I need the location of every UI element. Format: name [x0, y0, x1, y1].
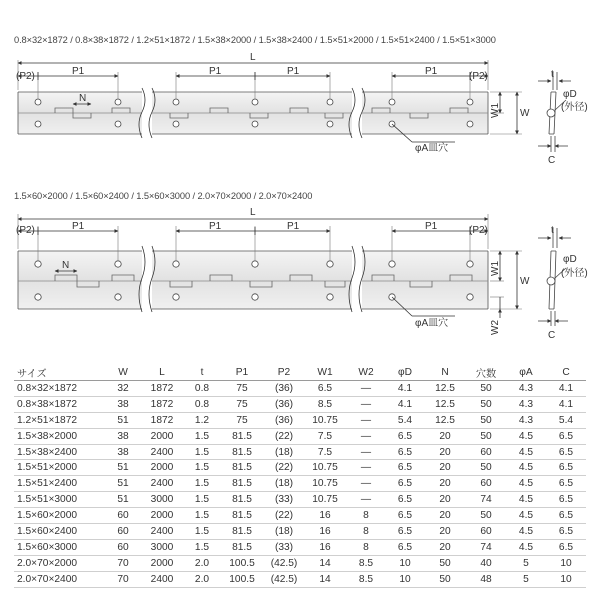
label-W1: W1 — [490, 103, 501, 118]
label-phiD: φD — [563, 254, 577, 265]
table-cell: 1.2 — [184, 412, 220, 428]
table-cell: 1.5 — [184, 460, 220, 476]
table-cell: 16 — [304, 524, 346, 540]
column-header: 穴数 — [466, 364, 506, 381]
table-cell: 20 — [424, 444, 466, 460]
label-p2-right: (P2) — [469, 225, 488, 236]
column-header: P1 — [220, 364, 264, 381]
table-cell: 4.5 — [506, 476, 546, 492]
table-cell: 6.5 — [386, 460, 424, 476]
table-cell: 70 — [106, 571, 140, 587]
table-cell: 1872 — [140, 396, 184, 412]
table-cell: 6.5 — [546, 508, 586, 524]
table-cell: 60 — [106, 508, 140, 524]
table-cell: 2400 — [140, 476, 184, 492]
size-cell: 0.8×32×1872 — [14, 381, 106, 397]
table-cell: 10.75 — [304, 492, 346, 508]
table-cell: 20 — [424, 476, 466, 492]
table-cell: 6.5 — [546, 476, 586, 492]
table-cell: 51 — [106, 492, 140, 508]
size-cell: 1.5×38×2400 — [14, 444, 106, 460]
label-L: L — [250, 207, 256, 218]
label-p1-c: P1 — [287, 221, 300, 232]
table-row — [14, 428, 586, 444]
table-cell: 51 — [106, 460, 140, 476]
table-cell: 50 — [466, 428, 506, 444]
table-cell: 2400 — [140, 444, 184, 460]
table-cell: 20 — [424, 428, 466, 444]
table-cell: — — [346, 460, 386, 476]
table-cell: 32 — [106, 381, 140, 397]
label-phiA: φA皿穴 — [415, 143, 449, 154]
table-cell: (36) — [264, 396, 304, 412]
table-row — [14, 396, 586, 412]
size-cell: 1.5×60×3000 — [14, 539, 106, 555]
table-cell: 6.5 — [386, 539, 424, 555]
table-cell: 38 — [106, 396, 140, 412]
table-cell: 6.5 — [386, 444, 424, 460]
table-cell: 40 — [466, 555, 506, 571]
table-cell: 20 — [424, 508, 466, 524]
table-cell: (42.5) — [264, 571, 304, 587]
table-cell: 5 — [506, 555, 546, 571]
table-cell: 81.5 — [220, 492, 264, 508]
table-cell: 60 — [106, 539, 140, 555]
table-row — [14, 492, 586, 508]
table-cell: 2000 — [140, 460, 184, 476]
column-header: W2 — [346, 364, 386, 381]
table-cell: 75 — [220, 381, 264, 397]
table-cell: 48 — [466, 571, 506, 587]
column-header: φD — [386, 364, 424, 381]
table-cell: (22) — [264, 428, 304, 444]
table-cell: 38 — [106, 428, 140, 444]
table-cell: 4.5 — [506, 428, 546, 444]
table-cell: 6.5 — [304, 381, 346, 397]
table-cell: 6.5 — [386, 428, 424, 444]
table-cell: 60 — [466, 444, 506, 460]
table-cell: 8 — [346, 539, 386, 555]
table-cell: 74 — [466, 539, 506, 555]
size-cell: 0.8×38×1872 — [14, 396, 106, 412]
table-cell: 8.5 — [346, 555, 386, 571]
table-cell: 2000 — [140, 555, 184, 571]
table-cell: 8.5 — [346, 571, 386, 587]
label-t: t — [551, 69, 554, 80]
table-cell: 10 — [386, 555, 424, 571]
table-cell: 50 — [466, 381, 506, 397]
label-p2-left: (P2) — [16, 71, 35, 82]
table-cell: 81.5 — [220, 539, 264, 555]
table-cell: (22) — [264, 508, 304, 524]
table-cell: 20 — [424, 539, 466, 555]
table-cell: 2400 — [140, 571, 184, 587]
table-cell: 2000 — [140, 508, 184, 524]
table-cell: 50 — [466, 412, 506, 428]
table-row — [14, 555, 586, 571]
table-cell: 6.5 — [386, 524, 424, 540]
table-cell: 6.5 — [546, 444, 586, 460]
table-cell: 4.1 — [546, 381, 586, 397]
table-cell: 2400 — [140, 524, 184, 540]
column-header: L — [140, 364, 184, 381]
label-W1: W1 — [490, 261, 501, 276]
table-cell: 81.5 — [220, 444, 264, 460]
size-cell: 2.0×70×2400 — [14, 571, 106, 587]
label-N: N — [79, 93, 87, 104]
table-row — [14, 381, 586, 397]
table-cell: — — [346, 396, 386, 412]
table-cell: 60 — [466, 476, 506, 492]
spec-table — [14, 364, 586, 588]
table-cell: 75 — [220, 412, 264, 428]
table-cell: 0.8 — [184, 381, 220, 397]
table-cell: 10 — [546, 555, 586, 571]
table-cell: 6.5 — [546, 539, 586, 555]
table-cell: 6.5 — [546, 492, 586, 508]
table-cell: 10 — [546, 571, 586, 587]
table-cell: 12.5 — [424, 412, 466, 428]
table-cell: 6.5 — [386, 492, 424, 508]
label-p2-right: (P2) — [469, 71, 488, 82]
table-cell: — — [346, 444, 386, 460]
label-p1-a: P1 — [72, 221, 85, 232]
table-cell: 1872 — [140, 381, 184, 397]
table-cell: 6.5 — [546, 524, 586, 540]
table-cell: 5.4 — [386, 412, 424, 428]
table-cell: 16 — [304, 508, 346, 524]
table-cell: 4.5 — [506, 492, 546, 508]
label-p1-b: P1 — [209, 66, 222, 77]
table-cell: — — [346, 381, 386, 397]
table-cell: 12.5 — [424, 381, 466, 397]
table-cell: (18) — [264, 524, 304, 540]
label-L: L — [250, 52, 256, 63]
table-row — [14, 460, 586, 476]
label-p1-c: P1 — [287, 66, 300, 77]
size-cell: 1.5×51×2400 — [14, 476, 106, 492]
table-cell: 4.5 — [506, 539, 546, 555]
column-header: サイズ — [14, 364, 106, 381]
label-C: C — [548, 330, 556, 341]
label-p1-d: P1 — [425, 221, 438, 232]
label-p1-d: P1 — [425, 66, 438, 77]
table-row — [14, 571, 586, 587]
table-cell: 5 — [506, 571, 546, 587]
label-outer: (外径) — [561, 102, 588, 113]
size-cell: 1.5×51×2000 — [14, 460, 106, 476]
label-t: t — [551, 225, 554, 236]
table-cell: 75 — [220, 396, 264, 412]
table-cell: 10.75 — [304, 476, 346, 492]
table-cell: 8 — [346, 508, 386, 524]
table-cell: 14 — [304, 571, 346, 587]
table-cell: 1.5 — [184, 539, 220, 555]
column-header: P2 — [264, 364, 304, 381]
column-header: φA — [506, 364, 546, 381]
diagram2-sizes: 1.5×60×2000 / 1.5×60×2400 / 1.5×60×3000 / 2.0×70×2000 / 2.0×70×2400 — [14, 191, 313, 201]
label-C: C — [548, 155, 556, 166]
table-cell: (36) — [264, 412, 304, 428]
table-cell: 4.3 — [506, 381, 546, 397]
table-cell: 2000 — [140, 428, 184, 444]
table-cell: 38 — [106, 444, 140, 460]
table-cell: 1.5 — [184, 524, 220, 540]
table-cell: (42.5) — [264, 555, 304, 571]
label-W: W — [520, 276, 530, 287]
table-cell: 6.5 — [546, 428, 586, 444]
table-cell: 2.0 — [184, 555, 220, 571]
table-cell: 3000 — [140, 492, 184, 508]
table-cell: (18) — [264, 444, 304, 460]
size-cell: 1.5×60×2000 — [14, 508, 106, 524]
table-cell: 50 — [424, 555, 466, 571]
column-header: C — [546, 364, 586, 381]
table-cell: 51 — [106, 476, 140, 492]
table-cell: 1.5 — [184, 508, 220, 524]
table-cell: 50 — [466, 508, 506, 524]
table-cell: 7.5 — [304, 444, 346, 460]
column-header: W — [106, 364, 140, 381]
label-N: N — [62, 260, 70, 271]
table-cell: 1.5 — [184, 428, 220, 444]
table-cell: — — [346, 492, 386, 508]
table-row — [14, 444, 586, 460]
table-cell: — — [346, 476, 386, 492]
table-cell: 51 — [106, 412, 140, 428]
table-cell: 0.8 — [184, 396, 220, 412]
table-cell: — — [346, 412, 386, 428]
size-cell: 1.2×51×1872 — [14, 412, 106, 428]
table-cell: 60 — [106, 524, 140, 540]
table-cell: 5.4 — [546, 412, 586, 428]
table-cell: 7.5 — [304, 428, 346, 444]
table-cell: 3000 — [140, 539, 184, 555]
table-row — [14, 476, 586, 492]
table-cell: — — [346, 428, 386, 444]
label-p1-a: P1 — [72, 66, 85, 77]
column-header: t — [184, 364, 220, 381]
label-p1-b: P1 — [209, 221, 222, 232]
table-cell: 20 — [424, 524, 466, 540]
table-cell: (36) — [264, 381, 304, 397]
column-header: W1 — [304, 364, 346, 381]
table-cell: 20 — [424, 460, 466, 476]
column-header: N — [424, 364, 466, 381]
table-cell: 10.75 — [304, 412, 346, 428]
label-p2-left: (P2) — [16, 225, 35, 236]
label-W2: W2 — [490, 320, 501, 335]
table-cell: 50 — [424, 571, 466, 587]
table-cell: 50 — [466, 460, 506, 476]
table-row — [14, 539, 586, 555]
table-cell: 4.3 — [506, 396, 546, 412]
table-cell: 1.5 — [184, 444, 220, 460]
table-cell: (18) — [264, 476, 304, 492]
table-cell: 1.5 — [184, 492, 220, 508]
size-cell: 1.5×38×2000 — [14, 428, 106, 444]
table-cell: 1.5 — [184, 476, 220, 492]
table-cell: 81.5 — [220, 476, 264, 492]
table-cell: 14 — [304, 555, 346, 571]
table-cell: 2.0 — [184, 571, 220, 587]
table-cell: (22) — [264, 460, 304, 476]
table-cell: 10 — [386, 571, 424, 587]
table-cell: 4.5 — [506, 508, 546, 524]
table-cell: 81.5 — [220, 428, 264, 444]
table-cell: 74 — [466, 492, 506, 508]
table-cell: 4.5 — [506, 524, 546, 540]
size-cell: 1.5×60×2400 — [14, 524, 106, 540]
table-cell: 4.3 — [506, 412, 546, 428]
table-cell: 4.5 — [506, 460, 546, 476]
diagram1-sizes: 0.8×32×1872 / 0.8×38×1872 / 1.2×51×1872 / 1.5×38×2000 / 1.5×38×2400 / 1.5×51×2000 / 1.5×51×2400 / 1.5×51×3000 — [14, 35, 496, 45]
table-cell: 81.5 — [220, 524, 264, 540]
table-cell: (33) — [264, 492, 304, 508]
table-cell: 100.5 — [220, 571, 264, 587]
table-cell: 60 — [466, 524, 506, 540]
table-cell: 4.1 — [386, 381, 424, 397]
table-cell: 8.5 — [304, 396, 346, 412]
table-cell: 8 — [346, 524, 386, 540]
table-cell: 10.75 — [304, 460, 346, 476]
table-cell: 4.1 — [386, 396, 424, 412]
table-cell: 81.5 — [220, 460, 264, 476]
table-cell: 16 — [304, 539, 346, 555]
label-phiD: φD — [563, 89, 577, 100]
size-cell: 1.5×51×3000 — [14, 492, 106, 508]
table-cell: 4.1 — [546, 396, 586, 412]
label-phiA: φA皿穴 — [415, 318, 449, 329]
table-row — [14, 524, 586, 540]
spec-table-header — [14, 364, 586, 381]
table-cell: 12.5 — [424, 396, 466, 412]
size-cell: 2.0×70×2000 — [14, 555, 106, 571]
table-cell: 6.5 — [546, 460, 586, 476]
table-row — [14, 412, 586, 428]
table-cell: 50 — [466, 396, 506, 412]
label-W: W — [520, 108, 530, 119]
table-cell: 1872 — [140, 412, 184, 428]
label-outer: (外径) — [561, 268, 588, 279]
table-cell: 100.5 — [220, 555, 264, 571]
table-cell: 20 — [424, 492, 466, 508]
table-cell: 70 — [106, 555, 140, 571]
table-row — [14, 508, 586, 524]
table-cell: 6.5 — [386, 476, 424, 492]
table-cell: (33) — [264, 539, 304, 555]
table-cell: 6.5 — [386, 508, 424, 524]
table-cell: 81.5 — [220, 508, 264, 524]
table-cell: 4.5 — [506, 444, 546, 460]
